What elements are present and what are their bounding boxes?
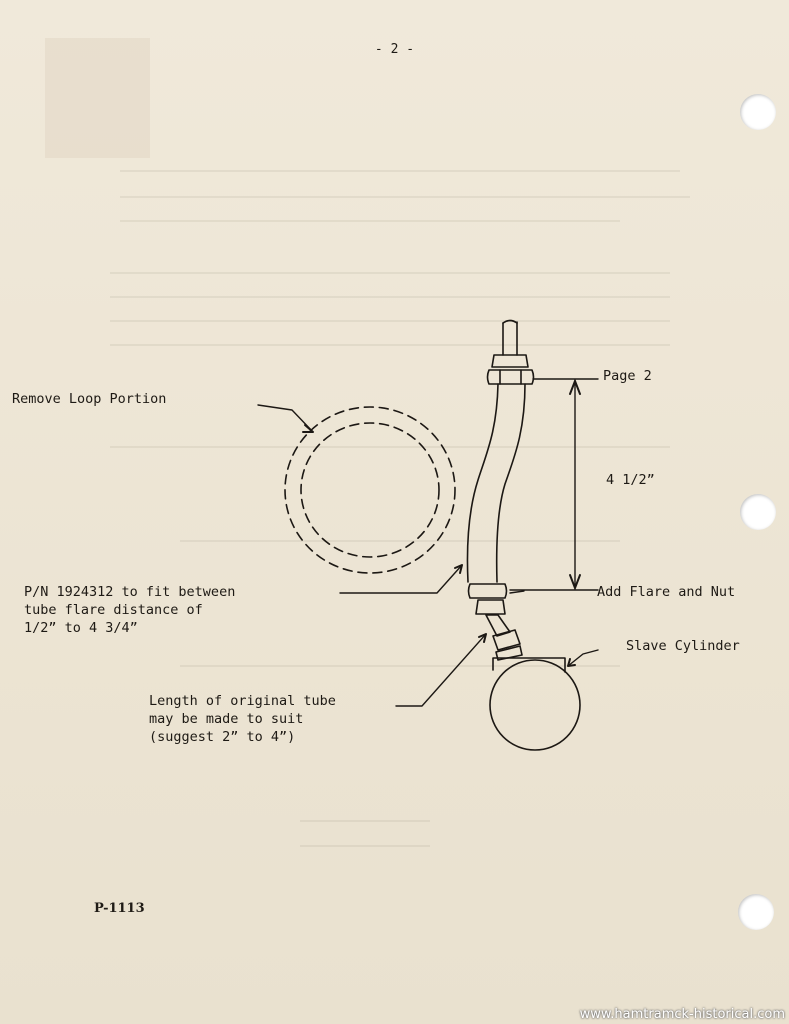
page-number: - 2 - (374, 42, 415, 57)
document-id: P-1113 (94, 901, 145, 916)
slave-cylinder-drawing (490, 658, 580, 750)
lower-fitting (469, 584, 523, 660)
original-tube-label: Length of original tube may be made to suit (suggest 2” to 4”) (149, 693, 336, 745)
page-reference-label: Page 2 (603, 368, 652, 384)
watermark-url: www.hamtramck-historical.com (579, 1007, 785, 1022)
part-number-label: P/N 1924312 to fit between tube flare distance of 1/2” to 4 3/4” (24, 584, 236, 636)
add-flare-label: Add Flare and Nut (597, 584, 736, 600)
remove-loop-label: Remove Loop Portion (12, 391, 167, 407)
tube (467, 384, 525, 582)
slave-cylinder-label: Slave Cylinder (626, 638, 740, 654)
top-fitting (488, 321, 534, 385)
dimension-label: 4 1/2” (606, 472, 655, 488)
